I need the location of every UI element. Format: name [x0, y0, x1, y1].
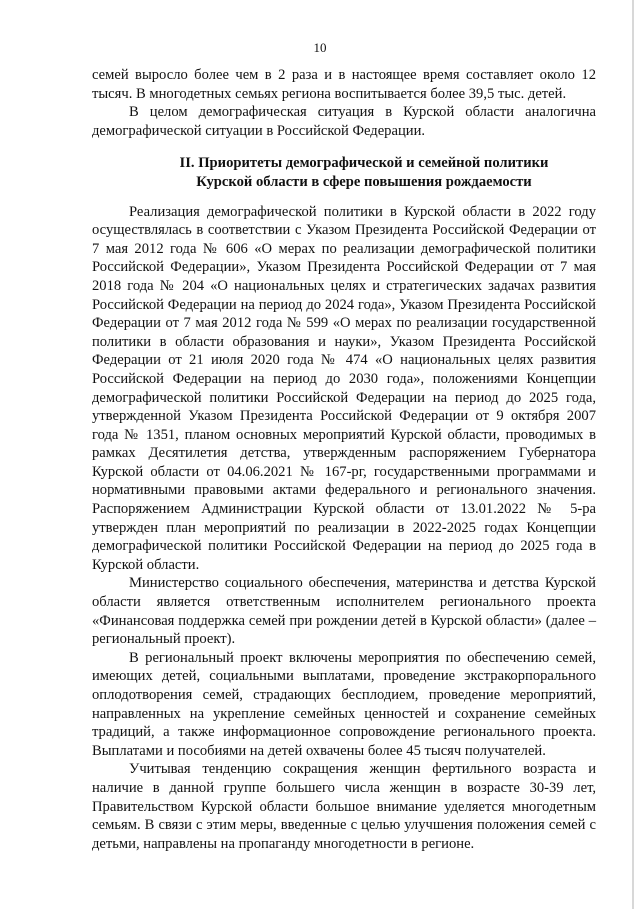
paragraph-ministry: Министерство социального обеспечения, материнства и детства Курской области является ответственным исполнителем регионального проекта «Финансовая поддержка семей при рождении детей в Курской области» (далее – региональный проект).	[92, 575, 596, 648]
paragraph-demographic-summary: В целом демографическая ситуация в Курской области аналогична демографической ситуации в Российской Федерации.	[92, 104, 596, 139]
document-body	[92, 66, 596, 853]
paragraph-large-families: Учитывая тенденцию сокращения женщин фертильного возраста и наличие в данной группе большего числа женщин в возрасте 30-39 лет, Правительством Курской области большое внимание уделяется многодетным семьям. В связи с этим меры, введенные с целью улучшения положения семей с детьми, направлены на пропаганду многодетности в регионе.	[92, 761, 596, 852]
paragraph-continuation: семей выросло более чем в 2 раза и в настоящее время составляет около 12 тысяч. В многодетных семьях региона воспитывается более 39,5 тыс. детей.	[92, 67, 596, 102]
paragraph-policy-basis: Реализация демографической политики в Курской области в 2022 году осуществлялась в соответствии с Указом Президента Российской Федерации от 7 мая 2012 года № 606 «О мерах по реализации демографической политики Российской Федерации», Указом Президента Российской Федерации от 7 мая 2018 года № 204 «О национальных целях и стратегических задачах развития Российской Федерации на период до 2024 года», Указом Президента Российской Федерации от 7 мая 2012 года № 599 «О мерах по реализации государственной политики в области образования и науки», Указом Президента Российской Федерации от 21 июля 2020 года № 474 «О национальных целях развития Российской Федерации на период до 2030 года», положениями Концепции демографической политики Российской Федерации на период до 2025 года, утвержденной Указом Президента Российской Федерации от 9 октября 2007 года № 1351, планом основных мероприятий Курской области, проводимых в рамках Десятилетия детства, утвержденным распоряжением Губернатора Курской области от 04.06.2021 № 167-рг, государственными программами и нормативными правовыми актами федерального и регионального значения. Распоряжением Администрации Курской области от 13.01.2022 № 5-ра утвержден план мероприятий по реализации в 2022-2025 годах Концепции демографической политики Российской Федерации на период до 2025 года в Курской области.	[92, 203, 596, 573]
section-heading: II. Приоритеты демографической и семейной политики Курской области в сфере повышения рождаемости	[179, 155, 549, 190]
scan-edge-shadow	[632, 0, 634, 909]
paragraph-regional-project: В региональный проект включены мероприятия по обеспечению семей, имеющих детей, социальными выплатами, проведение экстракорпорального оплодотворения семей, страдающих бесплодием, проведение мероприятий, направленных на укрепление семейных ценностей и сохранение семейных традиций, а также информационное сопровождение регионального проекта. Выплатами и пособиями на детей охвачены более 45 тысяч получателей.	[92, 649, 596, 759]
page-number: 10	[313, 40, 327, 55]
